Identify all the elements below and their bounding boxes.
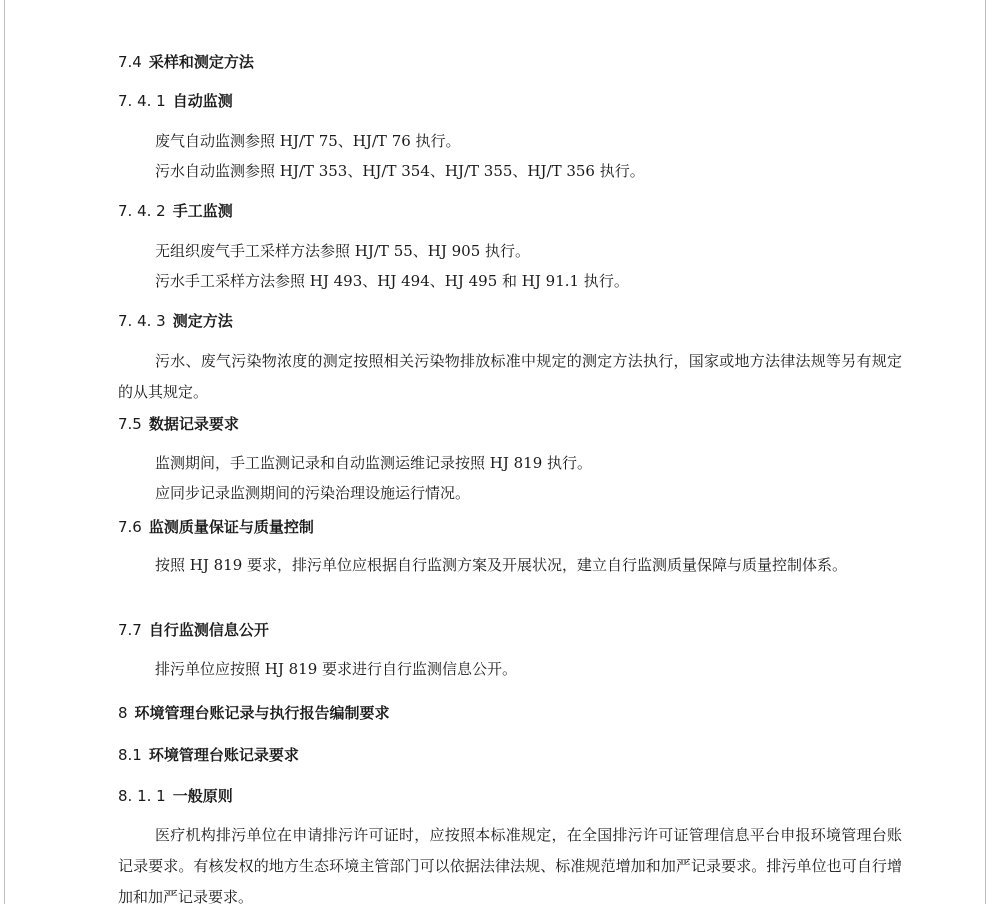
heading-number: 8 [118,704,128,722]
heading-number: 7. 4. 2 [118,202,166,220]
heading-7-6 [118,517,314,537]
heading-title: 监测质量保证与质量控制 [148,518,314,536]
heading-7-4-1 [118,91,233,111]
heading-title: 一般原则 [172,787,233,805]
heading-title: 手工监测 [172,202,233,220]
heading-title: 数据记录要求 [148,415,239,433]
paragraph-8-1-1: 医疗机构排污单位在申请排污许可证时，应按照本标准规定，在全国排污许可证管理信息平台申报环境管理台账记录要求。有核发权的地方生态环境主管部门可以依据法律法规、标准规范增加和加严记录要求。排污单位也可自行增加和加严记录要求。 [118,826,902,906]
paragraph-7-4-1-a: 废气自动监测参照 HJ/T 75、HJ/T 76 执行。 [155,132,461,150]
heading-title: 环境管理台账记录与执行报告编制要求 [134,704,390,722]
heading-number: 7.4 [118,53,142,71]
heading-7-4-2 [118,201,233,221]
heading-7-5 [118,414,239,434]
paragraph-7-4-1-b: 污水自动监测参照 HJ/T 353、HJ/T 354、HJ/T 355、HJ/T 356 执行。 [155,162,645,180]
paragraph-7-4-2-b: 污水手工采样方法参照 HJ 493、HJ 494、HJ 495 和 HJ 91.1 执行。 [155,272,629,290]
paragraph-7-5-a: 监测期间，手工监测记录和自动监测运维记录按照 HJ 819 执行。 [155,454,593,472]
heading-7-7 [118,620,269,640]
heading-title: 自动监测 [172,92,233,110]
heading-title: 采样和测定方法 [148,53,254,71]
heading-7-4-3 [118,311,233,331]
paragraph-7-5-b: 应同步记录监测期间的污染治理设施运行情况。 [155,484,471,502]
heading-7-4 [118,52,254,72]
heading-number: 7. 4. 1 [118,92,166,110]
heading-number: 8.1 [118,746,142,764]
heading-number: 7.5 [118,415,142,433]
heading-number: 7.6 [118,518,142,536]
paragraph-7-4-3: 污水、废气污染物浓度的测定按照相关污染物排放标准中规定的测定方法执行，国家或地方法律法规等另有规定的从其规定。 [118,352,902,401]
paragraph-7-7: 排污单位应按照 HJ 819 要求进行自行监测信息公开。 [155,660,518,678]
heading-8 [118,703,390,723]
paragraph-7-4-2-a: 无组织废气手工采样方法参照 HJ/T 55、HJ 905 执行。 [155,242,531,260]
heading-8-1 [118,745,299,765]
heading-number: 8. 1. 1 [118,787,166,805]
heading-title: 自行监测信息公开 [148,621,269,639]
paragraph-7-6: 按照 HJ 819 要求，排污单位应根据自行监测方案及开展状况，建立自行监测质量保障与质量控制体系。 [155,556,848,574]
heading-number: 7.7 [118,621,142,639]
heading-title: 环境管理台账记录要求 [148,746,299,764]
heading-8-1-1 [118,786,233,806]
heading-title: 测定方法 [172,312,233,330]
heading-number: 7. 4. 3 [118,312,166,330]
